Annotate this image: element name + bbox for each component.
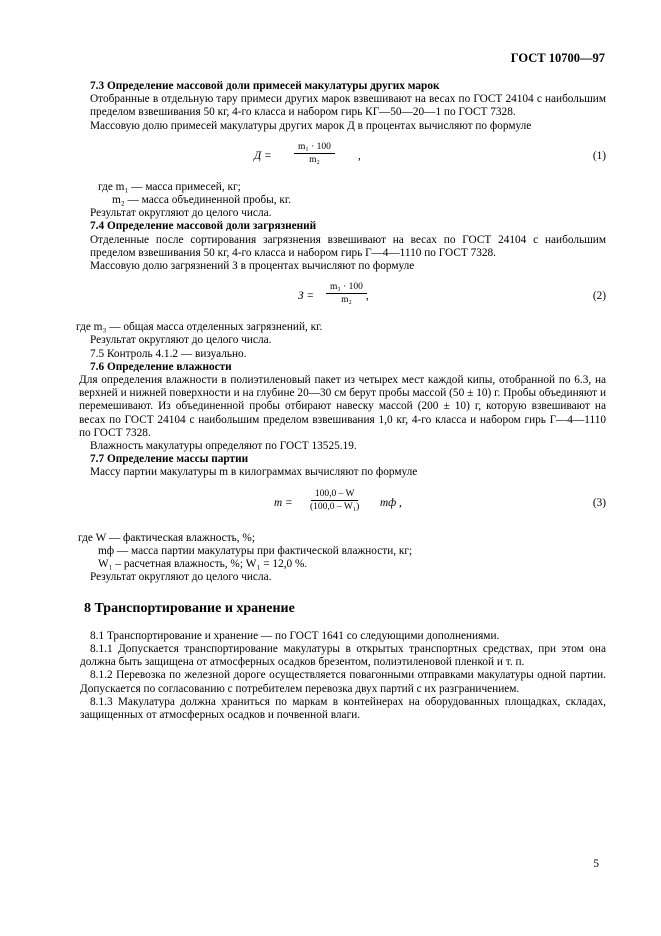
formula-lhs: З =	[298, 290, 315, 303]
where-line: где W — фактическая влажность, %;	[78, 531, 255, 544]
section-heading-7-6: 7.6 Определение влажности	[90, 360, 232, 373]
formula-tail: mф ,	[380, 496, 402, 509]
where-line: где m₃ — общая масса отделенных загрязнений, кг.	[76, 321, 323, 334]
paragraph: Отделенные после сортирования загрязнения взвешивают на весах по ГОСТ 24104 с наибольшим пределом взвешивания 50 кг, 4-го класса и набором гирь Г—4—1110 по ГОСТ 7328.	[90, 233, 606, 259]
paragraph: 8.1.1 Допускается транспортирование макулатуры в открытых транспортных средствах, при этом она должна быть защищена от атмосферных осадков брезентом, полиэтиленовой пленкой и т. п.	[80, 642, 606, 669]
formula-2	[90, 281, 606, 315]
formula-fraction	[306, 488, 363, 513]
formula-lhs: Д =	[254, 149, 272, 162]
formula-tail: ,	[366, 290, 369, 303]
document-body	[76, 80, 606, 722]
paragraph: Массовую долю загрязнений З в процентах вычисляют по формуле	[90, 260, 415, 273]
paragraph: Результат округляют до целого числа.	[90, 334, 272, 347]
paragraph: Массовую долю примесей макулатуры других марок Д в процентах вычисляют по формуле	[90, 119, 532, 132]
formula-fraction	[294, 141, 335, 166]
formula-3	[90, 488, 606, 526]
paragraph: Массу партии макулатуры m в килограммах вычисляют по формуле	[90, 466, 418, 479]
formula-lhs: m =	[274, 496, 293, 509]
section-heading-7-3: 7.3 Определение массовой доли примесей макулатуры других марок	[90, 80, 440, 92]
formula-numerator: m₃ · 100	[326, 281, 367, 294]
document-header: ГОСТ 10700—97	[510, 51, 605, 65]
formula-denominator: m₂	[341, 295, 352, 306]
where-line: m₂ — масса объединенной пробы, кг.	[112, 194, 292, 207]
paragraph: Результат округляют до целого числа.	[90, 207, 272, 220]
formula-number: (3)	[592, 496, 606, 509]
formula-number: (1)	[592, 149, 606, 162]
section-heading-8: 8 Транспортирование и хранение	[84, 601, 295, 617]
where-line: где m₁ — масса примесей, кг;	[98, 180, 241, 193]
formula-1	[90, 141, 606, 175]
section-heading-7-4: 7.4 Определение массовой доли загрязнений	[90, 220, 317, 233]
paragraph: Отобранные в отдельную тару примеси других марок взвешивают на весах по ГОСТ 24104 с наибольшим пределом взвешивания 50 кг, 4-го класса и набором гирь КГ—50—20—1 по ГОСТ 7328.	[90, 93, 606, 119]
formula-number: (2)	[592, 290, 606, 303]
paragraph: 8.1.3 Макулатура должна храниться по маркам в контейнерах на оборудованных площадках, складах, защищенных от атмосферных осадков и почвенной влаги.	[80, 695, 606, 721]
formula-numerator: m₁ · 100	[294, 141, 335, 154]
formula-denominator: m₂	[309, 154, 320, 165]
paragraph: 7.5 Контроль 4.1.2 — визуально.	[90, 347, 247, 360]
where-line: W₁ – расчетная влажность, %; W₁ = 12,0 %.	[98, 558, 308, 571]
formula-numerator: 100,0 – W	[311, 488, 359, 501]
where-line: mф — масса партии макулатуры при фактической влажности, кг;	[98, 544, 413, 557]
paragraph: Влажность макулатуры определяют по ГОСТ 13525.19.	[90, 440, 357, 453]
paragraph: Для определения влажности в полиэтиленовый пакет из четырех мест каждой кипы, отобранной по 6.3, на верхней и нижней поверхности и на глубине 20—30 см берут пробы массой (50 ± 10) г. Пробы объединяют и перемешивают. Из объединенной пробы отбирают навеску массой (200 ± 10) г, которую взвешивают на весах по ГОСТ 24104 с наибольшим пределом взвешивания 1,0 кг, 4-го класса и набором гирь Г—4—1110 по ГОСТ 7328.	[79, 374, 606, 439]
page-number: 5	[593, 858, 599, 870]
formula-tail: ,	[358, 149, 361, 162]
paragraph: 8.1.2 Перевозка по железной дороге осуществляется повагонными отправками макулатуры одной партии. Допускается по согласованию с потребителем перевозка двух партий с их разграничением.	[80, 669, 606, 695]
paragraph: Результат округляют до целого числа.	[90, 571, 272, 584]
paragraph: 8.1 Транспортирование и хранение — по ГОСТ 1641 со следующими дополнениями.	[90, 629, 500, 642]
formula-denominator: (100,0 – W₁)	[310, 501, 360, 512]
formula-fraction	[326, 281, 367, 306]
section-heading-7-7: 7.7 Определение массы партии	[90, 453, 249, 466]
